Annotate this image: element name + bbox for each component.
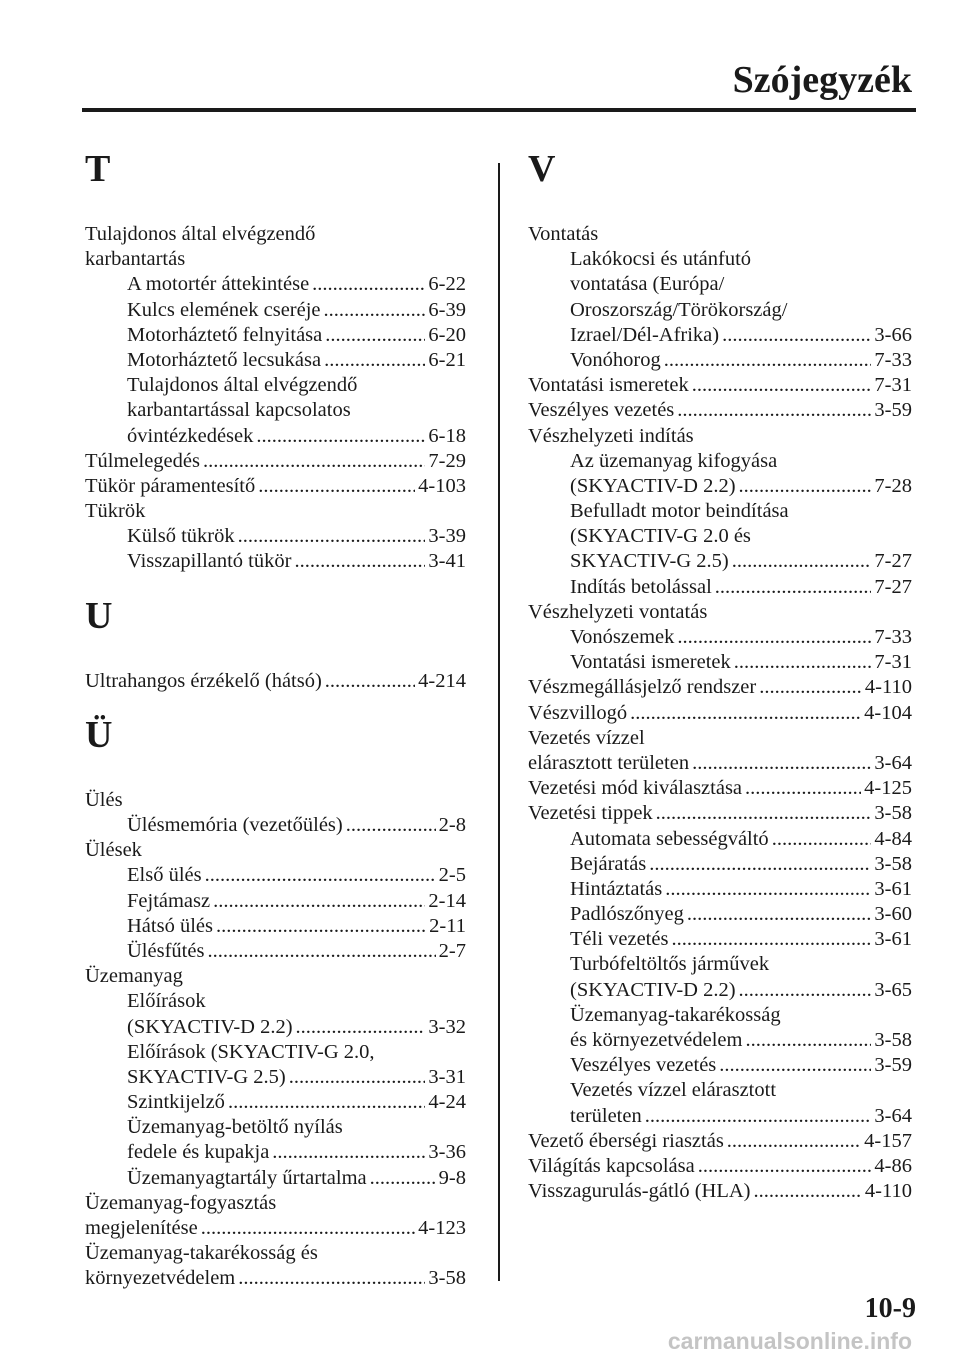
- entry-text: Előírások (SKYACTIV-G 2.0,: [127, 1040, 375, 1063]
- entry-page-ref: 4-103: [418, 474, 466, 497]
- entry-text: Tükrök: [85, 500, 146, 523]
- index-subentry: [528, 625, 912, 650]
- dot-leader: [216, 914, 426, 939]
- entry-text: Visszagurulás-gátló (HLA): [528, 1180, 751, 1203]
- entry-page-ref: 3-61: [874, 928, 912, 951]
- index-subentry: [528, 298, 912, 323]
- dot-leader: [294, 549, 425, 574]
- index-subentry: [85, 1115, 466, 1140]
- entry-text: Vezetési mód kiválasztása: [528, 777, 743, 800]
- entry-text: Vészhelyzeti indítás: [528, 424, 694, 447]
- entry-text: Üzemanyag-fogyasztás: [85, 1191, 277, 1214]
- index-subentry: [85, 1040, 466, 1065]
- index-subentry: [85, 889, 466, 914]
- entry-page-ref: 7-29: [428, 449, 466, 472]
- index-entry: [85, 449, 466, 474]
- entry-list: [85, 788, 466, 1292]
- index-subentry: [528, 1003, 912, 1028]
- index-subentry: [528, 952, 912, 977]
- index-subentry: [528, 1078, 912, 1103]
- entry-page-ref: 3-58: [874, 1029, 912, 1051]
- entry-page-ref: 4-157: [864, 1129, 912, 1152]
- entry-page-ref: 4-125: [864, 777, 912, 800]
- index-section: [85, 150, 466, 575]
- index-entry: [528, 801, 912, 826]
- entry-page-ref: 7-33: [874, 348, 912, 371]
- entry-text: (SKYACTIV-G 2.0 és: [570, 525, 751, 548]
- section-letter: U: [85, 594, 113, 637]
- dot-leader: [698, 1154, 872, 1179]
- dot-leader: [656, 801, 872, 826]
- index-subentry: [528, 524, 912, 549]
- entry-text: Ülésfűtés: [127, 939, 205, 962]
- index-entry: [528, 600, 912, 625]
- index-entry: [85, 1191, 466, 1216]
- entry-list: [528, 222, 912, 1204]
- entry-page-ref: 7-28: [874, 474, 912, 497]
- entry-text: Vészvillogó: [528, 701, 628, 724]
- entry-text: Vonószemek: [570, 626, 675, 648]
- entry-text: Turbófeltöltős járművek: [570, 953, 770, 976]
- entry-text: karbantartással kapcsolatos: [127, 399, 351, 422]
- section-letter: Ü: [85, 713, 113, 756]
- dot-leader: [664, 348, 872, 373]
- dot-leader: [201, 1216, 415, 1241]
- dot-leader: [630, 701, 861, 726]
- entry-page-ref: 3-59: [874, 399, 912, 422]
- entry-page-ref: 3-65: [874, 978, 912, 1001]
- watermark-text: carmanualsonline.info: [667, 1328, 912, 1354]
- index-subentry: [528, 323, 912, 348]
- index-entry: [528, 776, 912, 801]
- entry-text: Vezetés vízzel: [528, 726, 645, 749]
- entry-page-ref: 3-41: [428, 550, 466, 573]
- index-entry: [85, 669, 466, 694]
- dot-leader: [213, 889, 425, 914]
- entry-text: (SKYACTIV-D 2.2): [127, 1015, 293, 1038]
- index-subentry: [528, 1053, 912, 1078]
- entry-text: Vészmegállásjelző rendszer: [528, 676, 757, 699]
- entry-page-ref: 3-39: [428, 525, 466, 548]
- index-entry: [528, 675, 912, 700]
- index-entry: [85, 247, 466, 272]
- entry-text: Oroszország/Törökország/: [570, 298, 788, 321]
- index-entry: [85, 838, 466, 863]
- column-divider: [498, 163, 500, 1281]
- section-letter: V: [528, 148, 556, 190]
- dot-leader: [649, 852, 871, 877]
- dot-leader: [732, 549, 872, 574]
- entry-text: Túlmelegedés: [85, 449, 200, 472]
- index-subentry: [528, 499, 912, 524]
- dot-leader: [772, 827, 872, 852]
- index-subentry: [528, 247, 912, 272]
- entry-text: A motortér áttekintése: [127, 273, 310, 296]
- entry-text: Motorháztető felnyitása: [127, 323, 323, 346]
- dot-leader: [346, 813, 436, 838]
- entry-text: Vontatási ismeretek: [528, 374, 689, 397]
- dot-leader: [715, 575, 872, 600]
- entry-page-ref: 7-31: [874, 651, 912, 674]
- index-subentry: [528, 1028, 912, 1053]
- index-entry: [85, 474, 466, 499]
- index-subentry: [85, 373, 466, 398]
- index-subentry: [528, 449, 912, 474]
- dot-leader: [238, 524, 426, 549]
- entry-page-ref: 3-60: [874, 903, 912, 926]
- entry-page-ref: 6-22: [428, 273, 466, 296]
- entry-page-ref: 3-64: [874, 751, 912, 774]
- entry-page-ref: 7-27: [874, 550, 912, 573]
- index-subentry: [85, 524, 466, 549]
- entry-page-ref: 6-20: [428, 323, 466, 346]
- index-subentry: [85, 549, 466, 574]
- entry-text: Vontatás: [528, 223, 599, 245]
- dot-leader: [671, 927, 871, 952]
- entry-page-ref: 2-5: [438, 864, 466, 887]
- entry-text: Üzemanyag-takarékosság: [570, 1003, 781, 1026]
- index-subentry: [85, 1015, 466, 1040]
- entry-page-ref: 3-58: [428, 1267, 466, 1290]
- index-column-left: [85, 150, 466, 1292]
- entry-text: Első ülés: [127, 864, 202, 887]
- index-subentry: [85, 914, 466, 939]
- entry-page-ref: 2-14: [428, 889, 466, 912]
- entry-text: Vezetési tippek: [528, 802, 653, 825]
- index-subentry: [528, 902, 912, 927]
- index-subentry: [85, 1140, 466, 1165]
- index-column-right: [528, 150, 912, 1204]
- index-subentry: [85, 1090, 466, 1115]
- entry-text: Vezető éberségi riasztás: [528, 1129, 724, 1152]
- entry-page-ref: 4-214: [418, 669, 466, 692]
- entry-page-ref: 7-33: [874, 626, 912, 648]
- dot-leader: [238, 1266, 425, 1291]
- header-rule: [82, 108, 916, 112]
- dot-leader: [256, 424, 425, 449]
- dot-leader: [370, 1166, 436, 1191]
- entry-page-ref: 2-11: [429, 914, 466, 937]
- index-subentry: [85, 813, 466, 838]
- dot-leader: [692, 373, 872, 398]
- entry-text: Vonóhorog: [570, 348, 661, 371]
- entry-text: Fejtámasz: [127, 889, 211, 912]
- entry-text: elárasztott területen: [528, 751, 690, 774]
- entry-text: Veszélyes vezetés: [570, 1054, 717, 1077]
- entry-page-ref: 4-110: [864, 1180, 912, 1203]
- index-subentry: [528, 1104, 912, 1129]
- entry-text: Bejáratás: [570, 852, 647, 875]
- entry-page-ref: 6-39: [428, 298, 466, 321]
- index-subentry: [528, 549, 912, 574]
- index-entry: [528, 1129, 912, 1154]
- entry-text: Üzemanyag-takarékosság és: [85, 1242, 318, 1265]
- entry-page-ref: 9-8: [438, 1166, 466, 1189]
- dot-leader: [272, 1140, 425, 1165]
- index-subentry: [528, 348, 912, 373]
- entry-text: és környezetvédelem: [570, 1029, 743, 1051]
- dot-leader: [745, 776, 861, 801]
- dot-leader: [665, 877, 871, 902]
- entry-text: SKYACTIV-G 2.5): [570, 550, 729, 573]
- entry-text: Világítás kapcsolása: [528, 1154, 695, 1177]
- entry-text: karbantartás: [85, 248, 186, 271]
- dot-leader: [677, 625, 871, 650]
- index-entry: [528, 726, 912, 751]
- dot-leader: [205, 863, 436, 888]
- entry-page-ref: 4-86: [874, 1154, 912, 1177]
- dot-leader: [203, 449, 425, 474]
- entry-text: Indítás betolással: [570, 575, 712, 598]
- entry-text: környezetvédelem: [85, 1267, 236, 1290]
- index-entry: [528, 701, 912, 726]
- index-entry: [528, 222, 912, 247]
- entry-page-ref: 4-24: [428, 1091, 466, 1114]
- index-entry: [85, 788, 466, 813]
- entry-text: Üzemanyagtartály űrtartalma: [127, 1166, 367, 1189]
- entry-page-ref: 3-66: [874, 323, 912, 346]
- entry-text: Vezetés vízzel elárasztott: [570, 1079, 777, 1102]
- dot-leader: [324, 298, 426, 323]
- entry-page-ref: 3-31: [428, 1065, 466, 1088]
- entry-page-ref: 3-32: [428, 1015, 466, 1038]
- index-subentry: [85, 272, 466, 297]
- index-entry: [528, 1179, 912, 1204]
- entry-text: Üzemanyag: [85, 965, 183, 988]
- dot-leader: [754, 1179, 862, 1204]
- entry-text: Kulcs elemének cseréje: [127, 298, 321, 321]
- entry-page-ref: 6-21: [428, 348, 466, 371]
- dot-leader: [734, 650, 872, 675]
- index-subentry: [528, 827, 912, 852]
- index-entry: [85, 1241, 466, 1266]
- index-entry: [85, 1266, 466, 1291]
- dot-leader: [325, 323, 425, 348]
- index-entry: [528, 398, 912, 423]
- entry-text: Befulladt motor beindítása: [570, 500, 789, 523]
- dot-leader: [296, 1015, 426, 1040]
- dot-leader: [722, 323, 871, 348]
- index-subentry: [528, 575, 912, 600]
- entry-text: (SKYACTIV-D 2.2): [570, 474, 736, 497]
- entry-text: Hintáztatás: [570, 877, 663, 900]
- index-subentry: [528, 927, 912, 952]
- entry-text: Az üzemanyag kifogyása: [570, 449, 778, 472]
- page-number: 10-9: [864, 1293, 916, 1324]
- entry-page-ref: 3-36: [428, 1141, 466, 1164]
- index-subentry: [528, 978, 912, 1003]
- index-entry: [528, 751, 912, 776]
- entry-text: (SKYACTIV-D 2.2): [570, 978, 736, 1001]
- entry-page-ref: 7-27: [874, 575, 912, 598]
- entry-text: Ultrahangos érzékelő (hátsó): [85, 669, 322, 692]
- dot-leader: [727, 1129, 861, 1154]
- entry-text: Veszélyes vezetés: [528, 399, 675, 422]
- entry-text: Vontatási ismeretek: [570, 651, 731, 674]
- entry-page-ref: 2-8: [438, 814, 466, 836]
- dot-leader: [759, 675, 862, 700]
- index-subentry: [528, 650, 912, 675]
- entry-text: Tulajdonos által elvégzendő: [85, 223, 316, 245]
- entry-page-ref: 4-110: [864, 676, 912, 699]
- entry-page-ref: 4-123: [418, 1217, 466, 1239]
- entry-text: SKYACTIV-G 2.5): [127, 1065, 286, 1088]
- index-entry: [85, 964, 466, 989]
- dot-leader: [692, 751, 871, 776]
- entry-text: Téli vezetés: [570, 928, 669, 951]
- entry-page-ref: 4-104: [864, 701, 912, 724]
- index-entry: [85, 1216, 466, 1241]
- dot-leader: [719, 1053, 871, 1078]
- page-title: Szójegyzék: [732, 59, 912, 101]
- entry-page-ref: 3-58: [874, 802, 912, 825]
- dot-leader: [645, 1104, 872, 1129]
- index-entry: [528, 373, 912, 398]
- dot-leader: [739, 474, 872, 499]
- dot-leader: [207, 939, 435, 964]
- index-entry: [85, 499, 466, 524]
- entry-list: [85, 222, 466, 575]
- entry-text: Üzemanyag-betöltő nyílás: [127, 1116, 343, 1139]
- entry-text: Tulajdonos által elvégzendő: [127, 374, 358, 397]
- index-entry: [85, 222, 466, 247]
- entry-page-ref: 3-58: [874, 852, 912, 875]
- index-section: [85, 594, 466, 694]
- entry-text: Szintkijelző: [127, 1091, 225, 1114]
- dot-leader: [739, 978, 872, 1003]
- index-section: [528, 150, 912, 1204]
- index-subentry: [85, 398, 466, 423]
- entry-text: óvintézkedések: [127, 424, 254, 447]
- index-subentry: [85, 939, 466, 964]
- index-subentry: [85, 424, 466, 449]
- index-subentry: [85, 323, 466, 348]
- entry-text: Motorháztető lecsukása: [127, 348, 322, 371]
- index-section: [85, 713, 466, 1292]
- entry-page-ref: 3-64: [874, 1104, 912, 1127]
- entry-text: Ülések: [85, 839, 142, 862]
- dot-leader: [312, 272, 425, 297]
- index-subentry: [85, 989, 466, 1014]
- section-letter: T: [85, 148, 111, 190]
- entry-text: Tükör páramentesítő: [85, 474, 256, 497]
- index-entry: [528, 424, 912, 449]
- index-subentry: [528, 474, 912, 499]
- entry-text: Külső tükrök: [127, 525, 235, 548]
- entry-page-ref: 3-61: [874, 877, 912, 900]
- dot-leader: [325, 669, 415, 694]
- entry-page-ref: 4-84: [874, 827, 912, 850]
- index-subentry: [528, 272, 912, 297]
- entry-text: Vészhelyzeti vontatás: [528, 600, 708, 623]
- entry-text: megjelenítése: [85, 1217, 198, 1239]
- dot-leader: [677, 398, 871, 423]
- index-entry: [528, 1154, 912, 1179]
- index-subentry: [528, 852, 912, 877]
- entry-text: Padlószőnyeg: [570, 903, 684, 926]
- entry-page-ref: 7-31: [874, 374, 912, 397]
- entry-text: Ülés: [85, 788, 123, 811]
- entry-text: Visszapillantó tükör: [127, 550, 292, 573]
- entry-text: fedele és kupakja: [127, 1141, 270, 1164]
- entry-text: vontatása (Európa/: [570, 273, 725, 296]
- entry-page-ref: 2-7: [438, 939, 466, 962]
- entry-page-ref: 6-18: [428, 424, 466, 447]
- dot-leader: [289, 1065, 426, 1090]
- entry-text: Ülésmemória (vezetőülés): [127, 814, 343, 836]
- entry-text: Hátsó ülés: [127, 914, 213, 937]
- dot-leader: [745, 1028, 871, 1053]
- entry-text: Izrael/Dél-Afrika): [570, 323, 720, 346]
- entry-list: [85, 669, 466, 694]
- entry-text: Automata sebességváltó: [570, 827, 769, 850]
- dot-leader: [687, 902, 872, 927]
- dot-leader: [324, 348, 425, 373]
- index-subentry: [85, 348, 466, 373]
- entry-text: területen: [570, 1104, 642, 1127]
- entry-text: Előírások: [127, 990, 206, 1013]
- dot-leader: [258, 474, 415, 499]
- index-subentry: [85, 298, 466, 323]
- index-subentry: [85, 1065, 466, 1090]
- index-subentry: [85, 1166, 466, 1191]
- entry-page-ref: 3-59: [874, 1054, 912, 1077]
- index-subentry: [85, 863, 466, 888]
- index-subentry: [528, 877, 912, 902]
- dot-leader: [228, 1090, 425, 1115]
- entry-text: Lakókocsi és utánfutó: [570, 248, 752, 271]
